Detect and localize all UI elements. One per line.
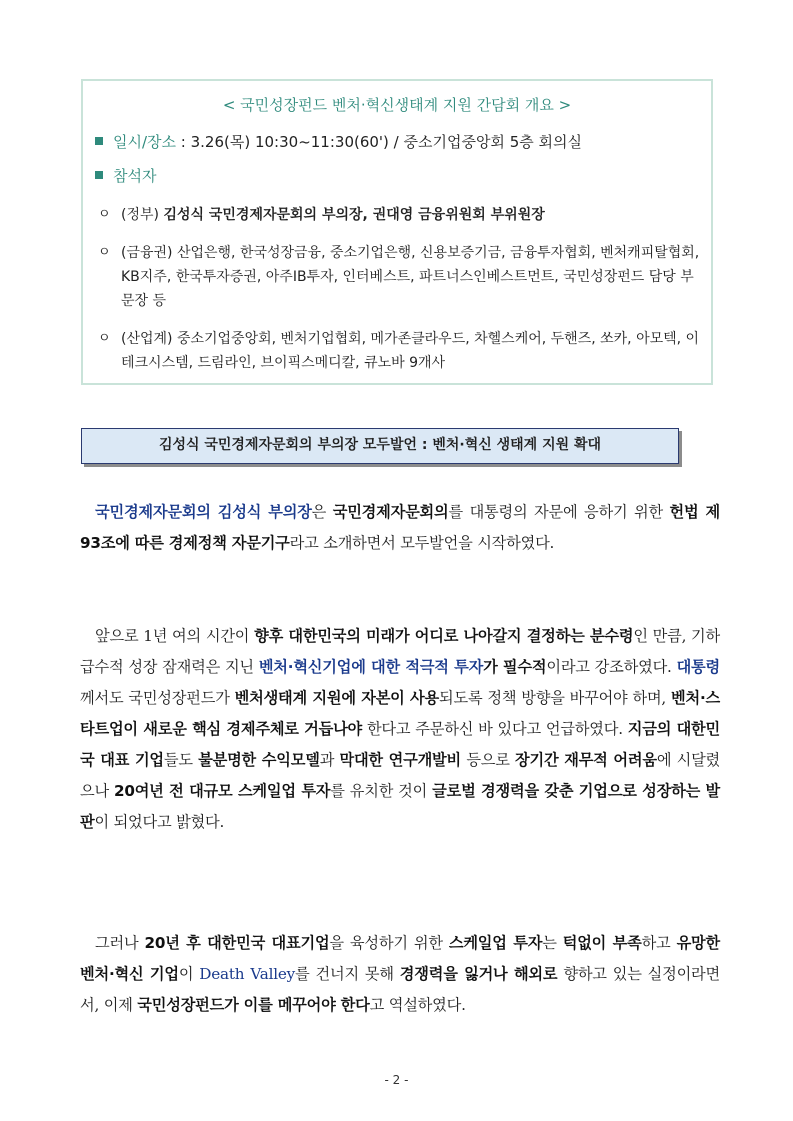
text-run: 를 대통령의 자문에 응하기 위한 xyxy=(448,503,670,521)
paragraph-3 xyxy=(80,928,720,1021)
attendees-label: 참석자 xyxy=(113,167,157,185)
attendee-item-finance xyxy=(95,241,703,313)
circle-bullet-icon: ㅇ xyxy=(98,207,111,222)
text-run: 이라고 강조하였다. xyxy=(546,658,677,676)
datetime-value: : 3.26(목) 10:30~11:30(60') / 중소기업중앙회 5층 회의실 xyxy=(176,133,582,151)
square-bullet-icon xyxy=(95,137,103,145)
text-run: 벤처·스타트업이 새로운 핵심 경제주체로 거듭나야 xyxy=(80,689,720,738)
text-run: 경쟁력을 잃거나 해외로 xyxy=(399,965,558,983)
text-run: 헌법 제93조에 따른 경제정책 자문기구 xyxy=(80,503,720,552)
text-run: 에 시달렸으나 xyxy=(80,751,721,800)
square-bullet-icon xyxy=(95,171,103,179)
attendee-item-government xyxy=(95,203,703,227)
text-run: 막대한 연구개발비 xyxy=(339,751,462,769)
text-run: 지금의 대한민국 대표 기업 xyxy=(80,720,720,769)
text-run: 이 되었다고 밝혔다. xyxy=(94,813,225,831)
text-run: 을 육성하기 위한 xyxy=(329,934,449,952)
attendee-item-industry xyxy=(95,327,703,375)
text-run: 되도록 정책 방향을 바꾸어야 하며, xyxy=(439,689,672,707)
paragraph-1 xyxy=(80,497,720,559)
attendee-category: (정부) xyxy=(121,207,164,223)
text-run: 등으로 xyxy=(461,751,516,769)
text-run: 은 xyxy=(311,503,333,521)
summary-title: < 국민성장펀드 벤처·혁신생태계 지원 간담회 개요 > xyxy=(222,96,572,114)
text-run: 를 유치한 것이 xyxy=(330,782,433,800)
text-run: 국민경제자문회의 김성식 부의장 xyxy=(95,503,312,521)
attendee-text: 김성식 국민경제자문회의 부의장, 권대영 금융위원회 부위원장 xyxy=(163,207,545,223)
attendee-text: (금융권) 산업은행, 한국성장금융, 중소기업은행, 신용보증기금, 금융투자협회, 벤처캐피탈협회, KB지주, 한국투자증권, 아주IB투자, 인터베스트, 파트너스인베스트먼트, 국민성장펀드 담당 부문장 등 xyxy=(121,245,700,309)
text-run: 라고 소개하면서 모두발언을 시작하였다. xyxy=(289,534,555,552)
meeting-summary-box xyxy=(81,79,713,385)
text-run: 한다고 주문하신 바 있다고 언급하였다. xyxy=(362,720,628,738)
text-run: 들도 xyxy=(163,751,199,769)
attendee-text: (산업계) 중소기업중앙회, 벤처기업협회, 메가존클라우드, 차헬스케어, 두핸즈, 쏘카, 아모텍, 이테크시스템, 드림라인, 브이픽스메디칼, 큐노바 9개사 xyxy=(121,331,700,371)
section-heading: 김성식 국민경제자문회의 부의장 모두발언 : 벤처·혁신 생태계 지원 확대 xyxy=(81,428,679,464)
text-run: 대통령 xyxy=(676,658,720,676)
text-run: 턱없이 부족 xyxy=(562,934,642,952)
text-run: Death Valley xyxy=(199,965,296,983)
text-run: 가 필수적 xyxy=(483,658,547,676)
text-run: 그러나 xyxy=(95,934,145,952)
text-run: 를 건너지 못해 xyxy=(295,965,400,983)
paragraph-2 xyxy=(80,621,720,838)
text-run: 20년 후 대한민국 대표기업 xyxy=(144,934,330,952)
text-run: 불분명한 수익모델 xyxy=(198,751,320,769)
text-run: 향하고 있는 실정이라면서, 이제 xyxy=(80,965,720,1014)
text-run: 하고 xyxy=(641,934,677,952)
circle-bullet-icon: ㅇ xyxy=(98,331,111,346)
page-number: - 2 - xyxy=(384,1073,409,1087)
text-run: 글로벌 경쟁력을 갖춘 기업으로 성장하는 발판 xyxy=(80,782,720,831)
text-run: 스케일업 투자 xyxy=(448,934,543,952)
text-run: 인 만큼, 기하급수적 성장 잠재력은 지닌 xyxy=(80,627,720,676)
datetime-label: 일시/장소 xyxy=(113,133,177,151)
text-run: 고 역설하였다. xyxy=(369,996,466,1014)
text-run: 장기간 재무적 어려움 xyxy=(515,751,657,769)
text-run: 과 xyxy=(319,751,340,769)
datetime-line xyxy=(95,131,582,152)
text-run: 20여년 전 대규모 스케일업 투자 xyxy=(113,782,331,800)
text-run: 국민경제자문회의 xyxy=(332,503,449,521)
text-run: 벤처·혁신기업에 대한 적극적 투자 xyxy=(258,658,484,676)
circle-bullet-icon: ㅇ xyxy=(98,245,111,260)
text-run: 유망한 벤처·혁신 기업 xyxy=(80,934,720,983)
text-run: 국민성장펀드가 이를 메꾸어야 한다 xyxy=(137,996,370,1014)
text-run: 이 xyxy=(178,965,200,983)
text-run: 는 xyxy=(542,934,563,952)
text-run: 벤처생태계 지원에 자본이 사용 xyxy=(234,689,439,707)
text-run: 향후 대한민국의 미래가 어디로 나아갈지 결정하는 분수령 xyxy=(254,627,634,645)
attendees-line xyxy=(95,165,156,186)
text-run: 께서도 국민성장펀드가 xyxy=(80,689,235,707)
text-run: 앞으로 1년 여의 시간이 xyxy=(95,627,255,645)
